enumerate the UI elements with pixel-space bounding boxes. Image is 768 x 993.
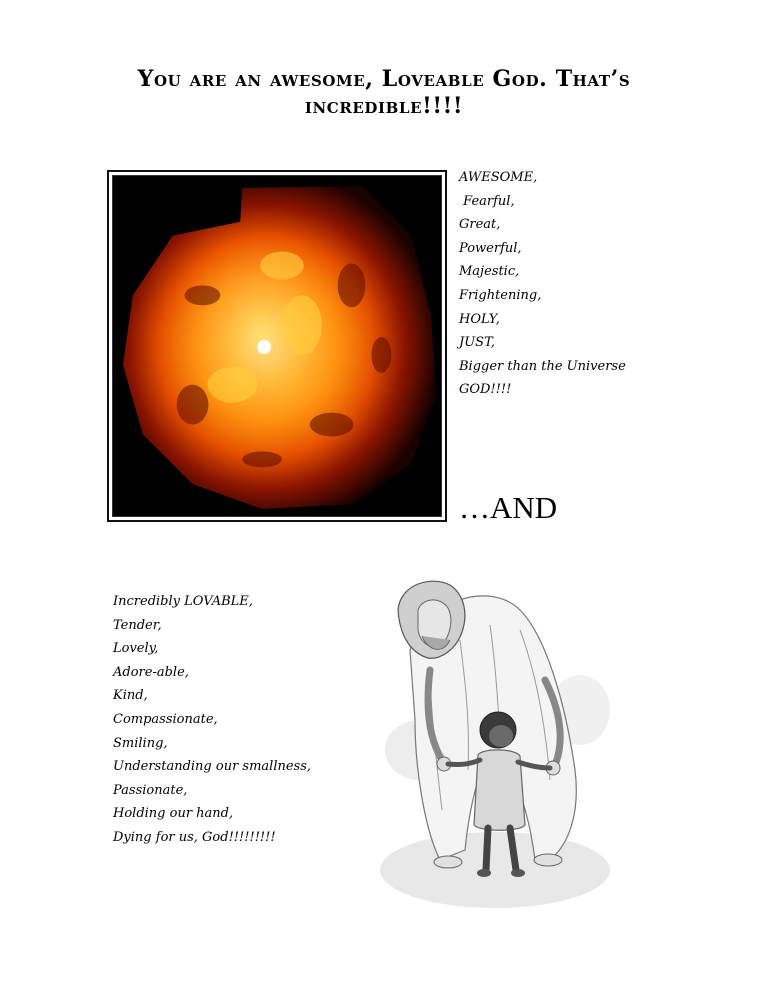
attribute-item: Frightening, — [459, 287, 542, 303]
love-item: Kind, — [113, 688, 148, 704]
love-item: Passionate, — [113, 782, 188, 798]
love-item: Smiling, — [113, 735, 168, 751]
love-item: Holding our hand, — [113, 806, 234, 822]
title-line-1: You are an awesome, Loveable God. That’s — [137, 66, 631, 92]
title-line-2: incredible!!!! — [304, 93, 464, 119]
love-item: Incredibly LOVABLE, — [113, 594, 253, 609]
nebula-image — [107, 170, 447, 522]
love-item: Lovely, — [113, 641, 159, 657]
love-attributes-list — [113, 590, 311, 850]
page-title — [60, 66, 708, 120]
love-item: Tender, — [113, 617, 162, 633]
nebula-picture — [112, 175, 442, 517]
attribute-item: Great, — [459, 217, 501, 233]
attribute-item: AWESOME, — [459, 170, 538, 185]
attributes-list — [459, 166, 626, 402]
attribute-item: Powerful, — [459, 240, 522, 256]
and-connector: …AND — [459, 490, 558, 525]
love-item: Understanding our smallness, — [113, 759, 312, 775]
attribute-item: GOD!!!! — [459, 382, 512, 398]
love-item: Compassionate, — [113, 711, 218, 727]
attribute-item: Bigger than the Universe — [459, 358, 626, 374]
jesus-holding-child-drawing — [370, 570, 620, 915]
attribute-item: HOLY, — [459, 311, 500, 327]
love-item: Adore-able, — [113, 664, 189, 680]
love-item: Dying for us, God!!!!!!!!! — [113, 829, 276, 845]
attribute-item: Fearful, — [459, 193, 515, 209]
attribute-item: JUST, — [459, 335, 495, 351]
attribute-item: Majestic, — [459, 264, 520, 280]
